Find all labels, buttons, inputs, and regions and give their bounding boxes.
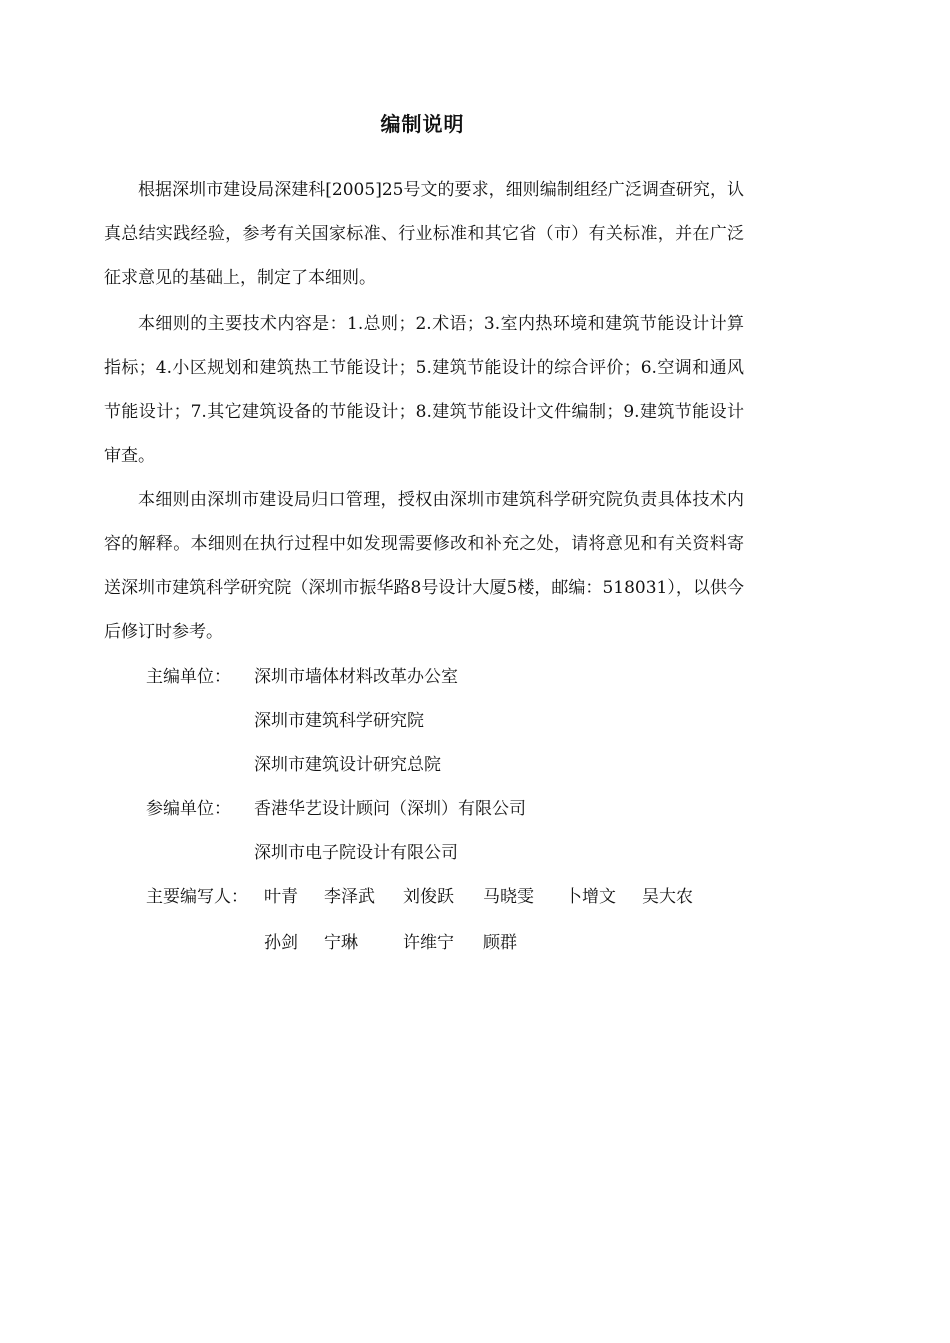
chief-unit-1: 深圳市墙体材料改革办公室 [254,667,458,687]
paragraph-management: 本细则由深圳市建设局归口管理，授权由深圳市建筑科学研究院负责具体技术内容的解释。本细则在执行过程中如发现需要修改和补充之处，请将意见和有关资料寄送深圳市建筑科学研究院（深圳市振华路8号设计大厦5楼，邮编：518031），以供今后修订时参考。 [104,490,744,642]
authors-label: 主要编写人： [146,887,248,907]
author-name: 马晓雯 [483,887,534,907]
author-name: 孙剑 [264,933,298,953]
paragraph-basis: 根据深圳市建设局深建科[2005]25号文的要求，细则编制组经广泛调查研究，认真总结实践经验，参考有关国家标准、行业标准和其它省（市）有关标准，并在广泛征求意见的基础上，制定了本细则。 [104,180,744,288]
author-name: 李泽武 [324,887,375,907]
paragraph-contents: 本细则的主要技术内容是：1.总则；2.术语；3.室内热环境和建筑节能设计计算指标；4.小区规划和建筑热工节能设计；5.建筑节能设计的综合评价；6.空调和通风节能设计；7.其它建筑设备的节能设计；8.建筑节能设计文件编制；9.建筑节能设计审查。 [104,314,744,466]
author-name: 许维宁 [403,933,454,953]
participating-unit-2: 深圳市电子院设计有限公司 [254,843,458,863]
participating-units-label: 参编单位： [146,799,231,819]
page-title: 编制说明 [380,112,465,136]
authors-row-1 [0,875,950,919]
author-name: 宁琳 [324,933,358,953]
author-name: 卜增文 [565,887,616,907]
author-name: 刘俊跃 [403,887,454,907]
author-name: 顾群 [483,933,517,953]
chief-unit-2: 深圳市建筑科学研究院 [254,711,424,731]
authors-row-2 [0,921,950,965]
chief-units-label: 主编单位： [146,667,231,687]
participating-unit-1: 香港华艺设计顾问（深圳）有限公司 [254,799,526,819]
author-name: 吴大农 [642,887,693,907]
author-name: 叶青 [264,887,298,907]
chief-unit-3: 深圳市建筑设计研究总院 [254,755,441,775]
